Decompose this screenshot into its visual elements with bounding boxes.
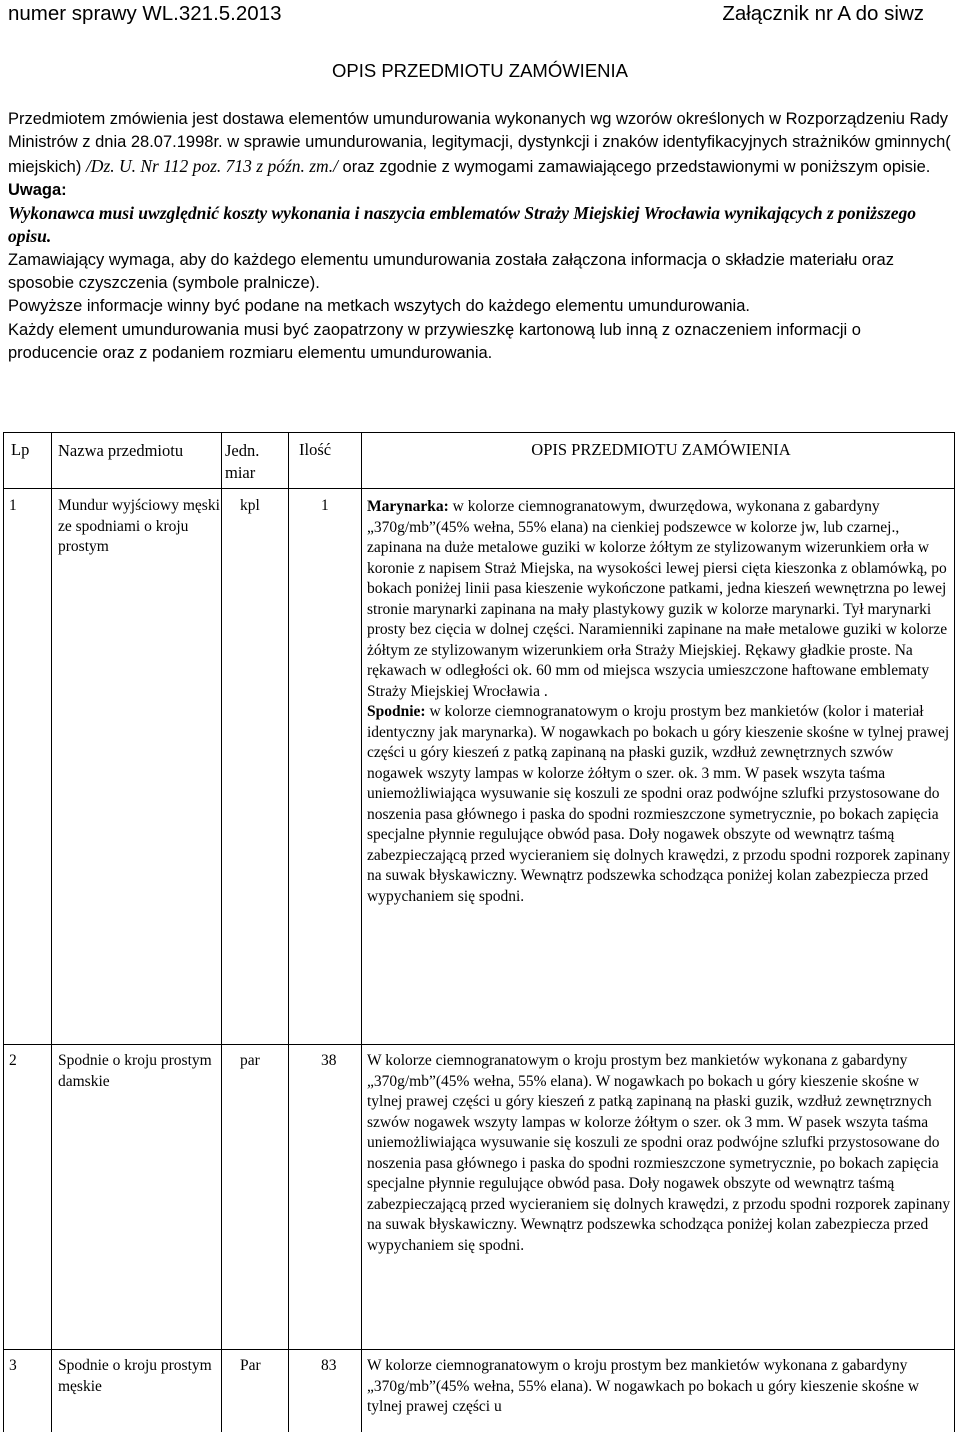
- row-3-lp: 3: [9, 1357, 17, 1374]
- table-border: [3, 432, 4, 1432]
- row-2-name: Spodnie o kroju prostym damskie: [58, 1052, 212, 1090]
- note-label: Uwaga:: [8, 180, 67, 199]
- row-2-unit: par: [240, 1052, 260, 1069]
- row-2-qty: 38: [321, 1052, 337, 1069]
- trousers-description: [367, 702, 951, 907]
- header-unit: Jedn. miar: [225, 441, 260, 482]
- row-1-description: [367, 497, 951, 907]
- row-1-qty: 1: [321, 497, 329, 514]
- row-3-description: W kolorze ciemnogranatowym o kroju prostym bez mankietów wykonana z gabardyny „370g/mb”(45% wełna, 55% elana). W nogawkach po bokach u góry kieszenie skośne w tylnej prawej części u: [367, 1357, 920, 1415]
- table-border: [3, 432, 955, 433]
- jacket-description: [367, 497, 951, 702]
- intro-paragraph-4: Każdy element umundurowania musi być zaopatrzony w przywieszkę kartonową lub inną z oznaczeniem informacji o producencie oraz z podaniem rozmiaru elementu umundurowania.: [8, 320, 861, 362]
- row-3-unit: Par: [240, 1357, 261, 1374]
- header-qty: Ilość: [299, 440, 332, 459]
- table-border: [361, 432, 362, 1432]
- page-title: OPIS PRZEDMIOTU ZAMÓWIENIA: [331, 60, 628, 81]
- legal-reference: /Dz. U. Nr 112 poz. 713 z późn. zm./: [85, 155, 338, 176]
- table-border: [3, 488, 955, 489]
- row-1-name: Mundur wyjściowy męski ze spodniami o kroju prostym: [58, 497, 220, 555]
- table-border: [3, 1349, 955, 1350]
- trousers-text: w kolorze ciemnogranatowym o kroju prostym bez mankietów (kolor i materiał identyczny jak marynarka). W nogawkach po bokach u góry kieszenie skośne w tylnej prawej części u góry kieszeń z patką zapinaną na płaski guzik, wzdłuż zewnętrznych szwów nogawek wszyty lampas w kolorze żółtym o szer. ok. 3 mm. W pasek wszyta taśma uniemożliwiająca wysuwanie się koszuli ze spodni oraz podwójne szlufki przystosowane do noszenia pasa głównego i paska do spodni rozmieszczone symetrycznie, po bokach zapięcia specjalne płynnie regulujące obwód pasa. Doły nogawek obszyte od wewnątrz taśmą zabezpieczającą przed wycieraniem się dolnych krawędzi, z przodu spodni rozporek zapinany na suwak błyskawiczny. Wewnątrz podszewka schodząca poniżej kolan zabezpiecza przed wypychaniem się spodni.: [367, 703, 951, 905]
- row-1-lp: 1: [9, 497, 17, 514]
- header-description: OPIS PRZEDMIOTU ZAMÓWIENIA: [531, 440, 791, 459]
- intro-p1-text: Przedmiotem zmówienia jest dostawa elementów umundurowania wykonanych wg wzorów określonych w Rozporządzeniu Rady Ministrów z dnia 28.07.1998r. w sprawie umundurowania, legitymacji, dystynkcji i znaków identyfikacyjnych strażników gminnych( miejskich): [8, 110, 951, 176]
- intro-paragraph-2: Zamawiający wymaga, aby do każdego elementu umundurowania została załączona informacja o składzie materiału oraz sposobie czyszczenia (symbole pralnicze).: [8, 250, 894, 293]
- page-header: [8, 2, 924, 32]
- intro-paragraph-1: [8, 108, 953, 179]
- row-2-description: W kolorze ciemnogranatowym o kroju prostym bez mankietów wykonana z gabardyny „370g/mb”(45% wełna, 55% elana). W nogawkach po bokach u góry kieszenie skośne w tylnej prawej części u góry kieszeń z patką zapinaną na płaski guzik, wzdłuż zewnętrznych szwów nogawek wszyty lampas w kolorze żółtym o szer. ok 3 mm. W pasek wszyta taśma uniemożliwiająca wysuwanie się koszuli ze spodni oraz podwójne szlufki przystosowane do noszenia pasa głównego i paska do spodni rozmieszczone symetrycznie, po bokach zapięcia specjalne płynnie regulujące obwód pasa. Doły nogawek obszyte od wewnątrz taśmą zabezpieczającą przed wycieraniem się dolnych krawędzi, z przodu spodni rozporek zapinany na suwak błyskawiczny. Wewnątrz podszewka schodząca poniżej kolan zabezpiecza przed wypychaniem się spodni.: [367, 1052, 951, 1254]
- row-2-lp: 2: [9, 1052, 17, 1069]
- table-border: [954, 432, 955, 1432]
- row-3-qty: 83: [321, 1357, 337, 1374]
- row-3-name: Spodnie o kroju prostym męskie: [58, 1357, 212, 1395]
- jacket-text: w kolorze ciemnogranatowym, dwurzędowa, wykonana z gabardyny „370g/mb”(45% wełna, 55% elana) na cienkiej podszewce w kolorze jw, lub czarnej., zapinana na duże metalowe guziki w kolorze żółtym ze stylizowanym wizerunkiem orła w koronie z napisem Straż Miejska, na wysokości lewej piersi cięta kieszonka z oblamówką, po bokach poniżej linii pasa kieszenie wykończone patkami, jedna kieszeń wewnętrzna po lewej stronie marynarki zapinana na mały plastykowy guzik w kolorze marynarki. Tył marynarki prosty bez cięcia w dolnej części. Naramienniki zapinane na małe metalowe guziki w kolorze żółtym ze stylizowanym wizerunkiem orła Straży Miejskiej. Rękawy gładkie proste. Na rękawach w odległości ok. 60 mm od miejsca wszycia umieszczone haftowane emblematy Straży Miejskiej Wrocławia .: [367, 498, 948, 700]
- case-number: numer sprawy WL.321.5.2013: [8, 2, 282, 25]
- order-table: [3, 432, 955, 1432]
- jacket-label: Marynarka:: [367, 498, 449, 515]
- attachment-label: Załącznik nr A do siwz: [722, 2, 924, 25]
- note-text: Wykonawca musi uwzględnić koszty wykonania i naszycia emblematów Straży Miejskiej Wrocławia wynikających z poniższego opisu.: [8, 203, 916, 247]
- intro-p1-tail: oraz zgodnie z wymogami zamawiającego przedstawionymi w poniższym opisie.: [337, 157, 931, 176]
- intro-paragraph-3: Powyższe informacje winny być podane na metkach wszytych do każdego elementu umundurowania.: [8, 297, 750, 316]
- header-lp: Lp: [11, 440, 30, 459]
- table-border: [3, 1044, 955, 1045]
- row-1-unit: kpl: [240, 497, 260, 514]
- trousers-label: Spodnie:: [367, 703, 426, 720]
- table-border: [221, 432, 222, 1432]
- table-border: [51, 432, 52, 1432]
- intro-section: [8, 108, 953, 365]
- table-border: [288, 432, 289, 1432]
- header-name: Nazwa przedmiotu: [58, 441, 184, 460]
